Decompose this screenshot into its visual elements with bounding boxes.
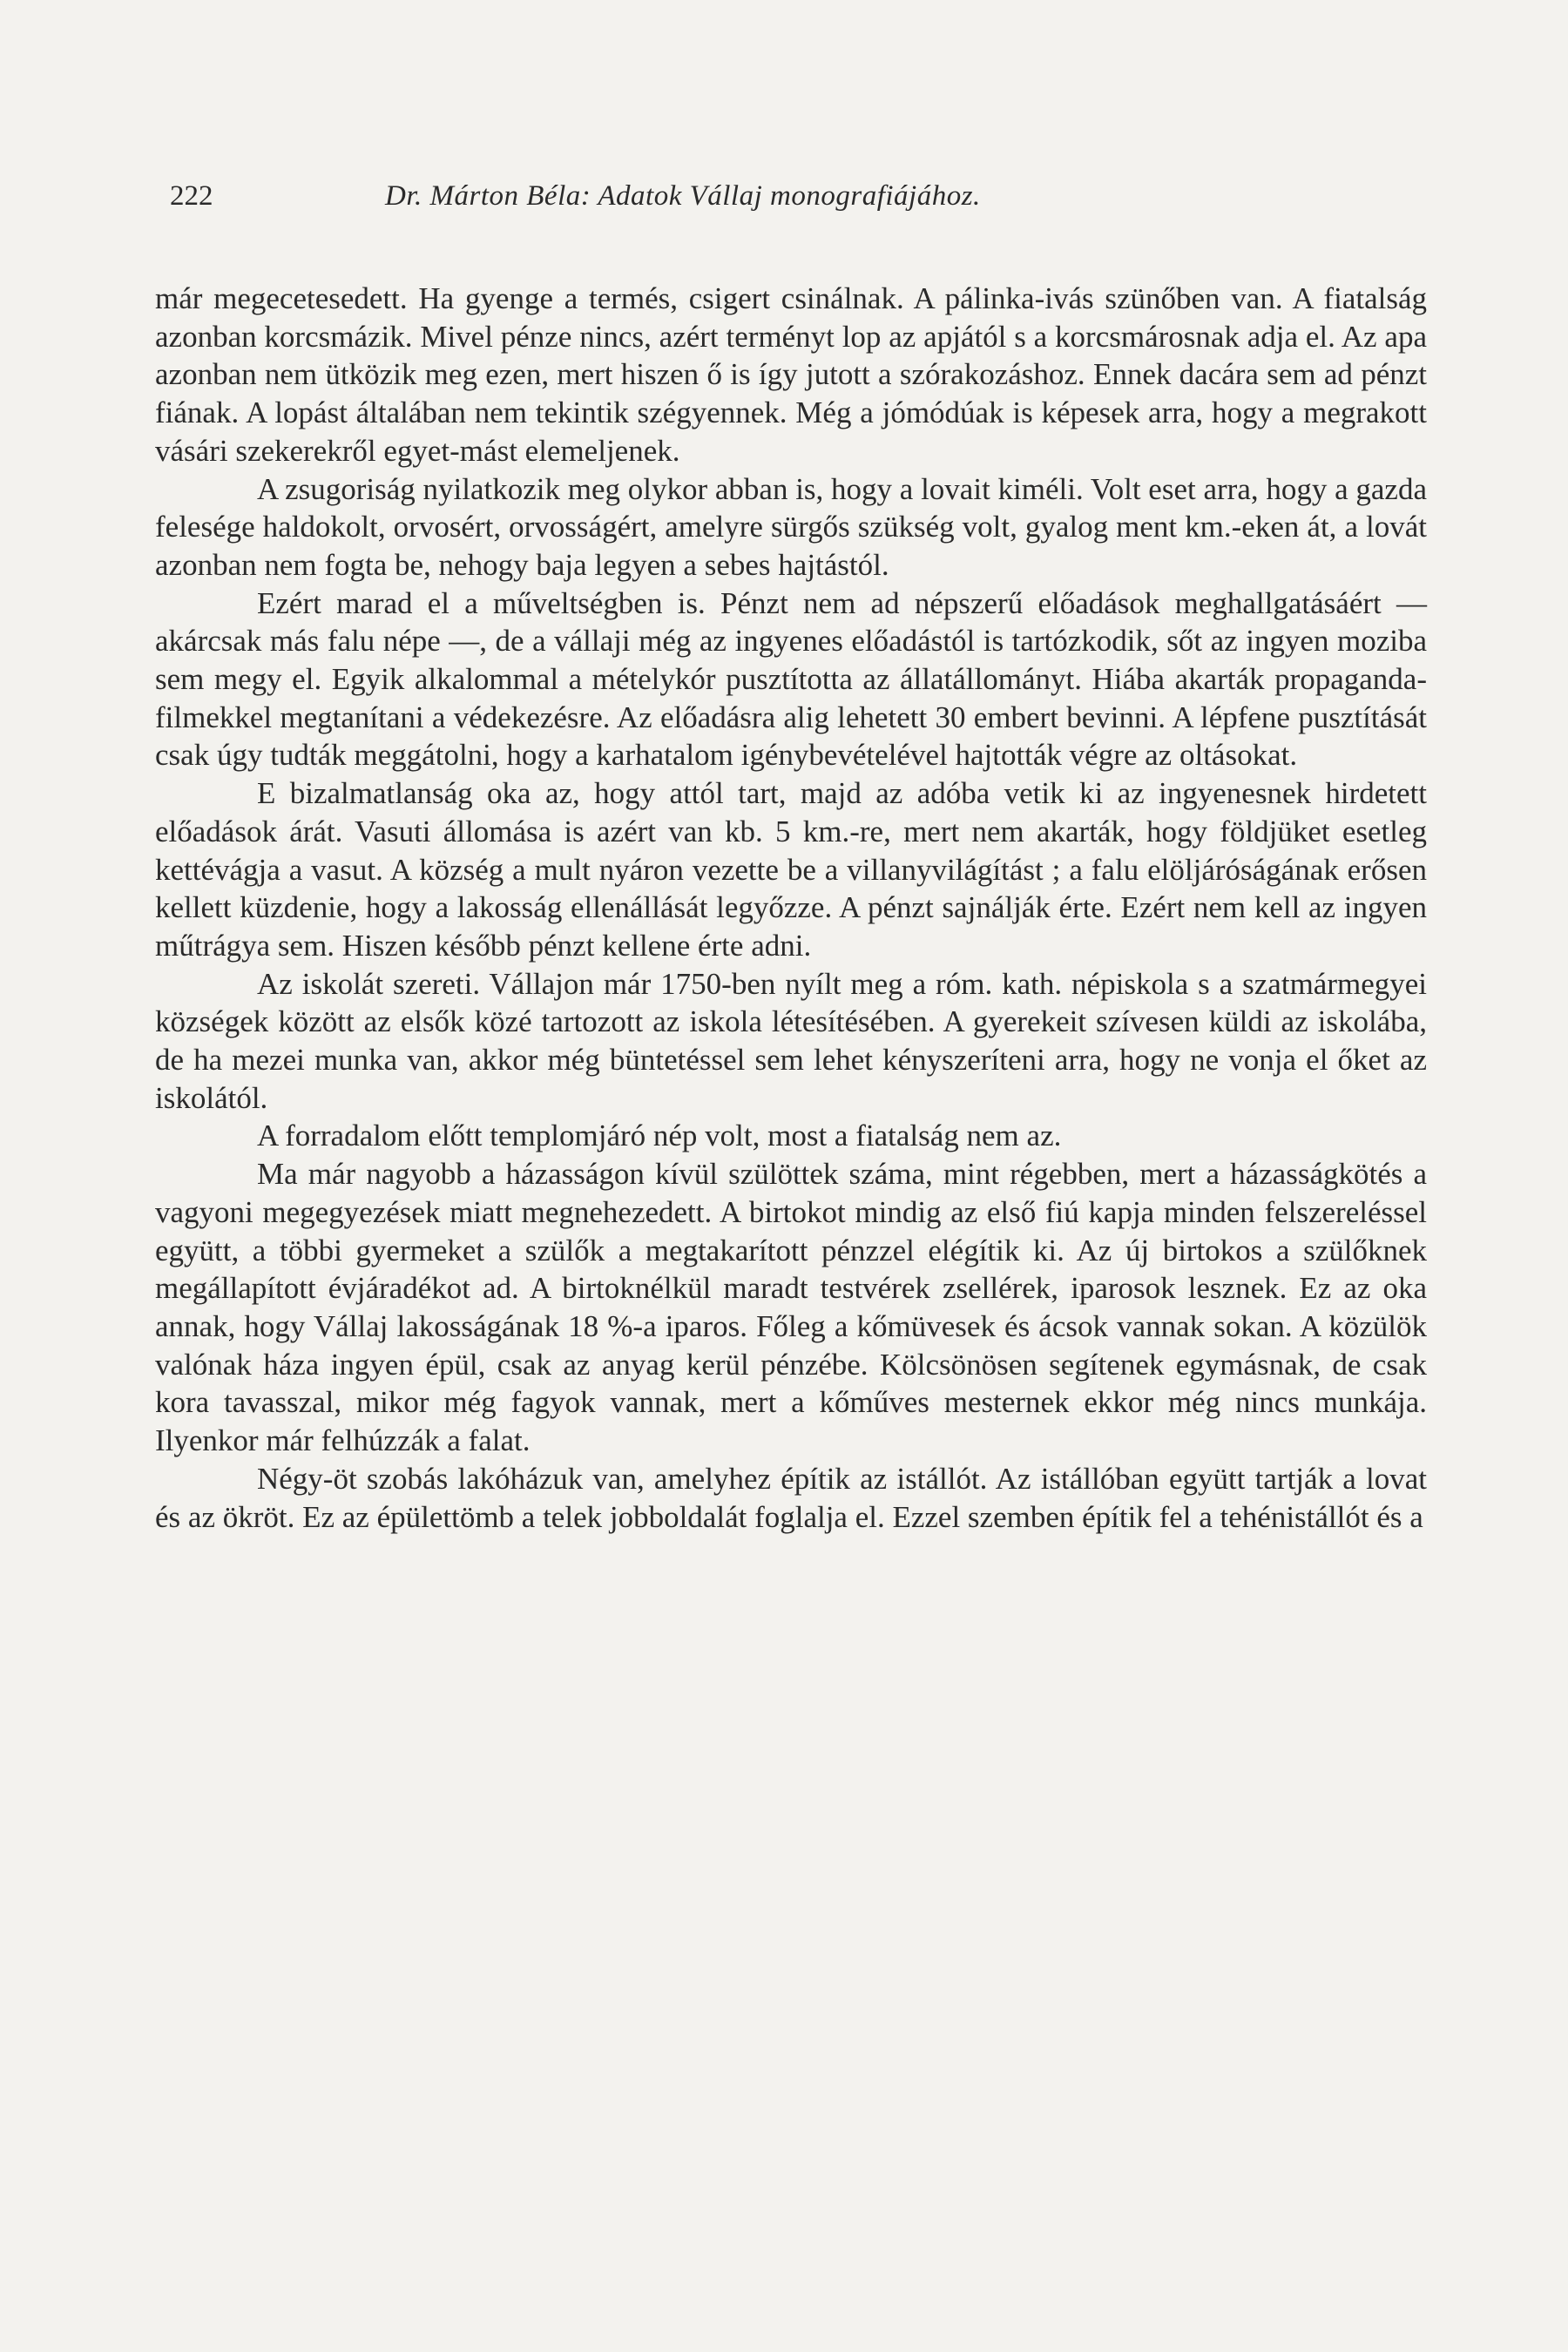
body-text	[155, 280, 1427, 1536]
running-header	[170, 174, 1407, 218]
paragraph: Ezért marad el a műveltségben is. Pénzt nem ad népszerű előadások meghallgatásáért — akárcsak más falu népe —, de a vállaji még az ingyenes előadástól is tartózkodik, sőt az ingyen moziba sem megy el. Egyik alkalommal a mételykór pusztította az állatállományt. Hiába akarták propaganda-filmekkel megtanítani a védekezésre. Az előadásra alig lehetett 30 embert bevinni. A lépfene pusztítását csak úgy tudták meggátolni, hogy a karhatalom igénybevételével hajtották végre az oltásokat.	[155, 585, 1427, 773]
paragraph: Négy-öt szobás lakóházuk van, amelyhez építik az istállót. Az istállóban együtt tartják a lovat és az ökröt. Ez az épülettömb a telek jobboldalát foglalja el. Ezzel szemben építik fel a tehénistállót és a	[155, 1461, 1427, 1534]
paragraph: Ma már nagyobb a házasságon kívül szülöttek száma, mint régebben, mert a házasságkötés a vagyoni megegyezések miatt megnehezedett. A birtokot mindig az első fiú kapja minden felszereléssel együtt, a többi gyermeket a szülők a megtakarított pénzzel elégítik ki. Az új birtokos a szülőknek megállapított évjáradékot ad. A birtoknélkül maradt testvérek zsellérek, iparosok lesznek. Ez az oka annak, hogy Vállaj lakosságának 18 %-a iparos. Főleg a kőmüvesek és ácsok vannak sokan. A közülök valónak háza ingyen épül, csak az anyag kerül pénzébe. Kölcsönösen segítenek egymásnak, de csak kora tavasszal, mikor még fagyok vannak, mert a kőműves mesternek ekkor még nincs munkája. Ilyenkor már felhúzzák a falat.	[155, 1157, 1427, 1458]
paragraph-continuation: már megecetesedett. Ha gyenge a termés, csigert csinálnak. A pálinka-ivás szünőben van. A fiatalság azonban korcsmázik. Mivel pénze nincs, azért terményt lop az apjától s a korcsmárosnak adja el. Az apa azonban nem ütközik meg ezen, mert hiszen ő is így jutott a szórakozáshoz. Ennek dacára sem ad pénzt fiának. A lopást általában nem tekintik szégyennek. Még a jómódúak is képesek arra, hogy a megrakott vásári szekerekről egyet-mást elemeljenek.	[155, 281, 1427, 468]
paragraph: Az iskolát szereti. Vállajon már 1750-ben nyílt meg a róm. kath. népiskola s a szatmármegyei községek között az elsők közé tartozott az iskola létesítésében. A gyerekeit szívesen küldi az iskolába, de ha mezei munka van, akkor még büntetéssel sem lehet kényszeríteni arra, hogy ne vonja el őket az iskolától.	[155, 966, 1427, 1115]
running-title: Dr. Márton Béla: Adatok Vállaj monografiájához.	[385, 180, 981, 212]
paragraph: A zsugoriság nyilatkozik meg olykor abban is, hogy a lovait kiméli. Volt eset arra, hogy a gazda felesége haldokolt, orvosért, orvosságért, amelyre sürgős szükség volt, gyalog ment km.-eken át, a lovát azonban nem fogta be, nehogy baja legyen a sebes hajtástól.	[155, 471, 1427, 582]
paragraph: E bizalmatlanság oka az, hogy attól tart, majd az adóba vetik ki az ingyenesnek hirdetett előadások árát. Vasuti állomása is azért van kb. 5 km.-re, mert nem akarták, hogy földjüket esetleg kettévágja a vasut. A község a mult nyáron vezette be a villanyvilágítást ; a falu elöljáróságának erősen kellett küzdenie, hogy a lakosság ellenállását legyőzze. A pénzt sajnálják érte. Ezért nem kell az ingyen műtrágya sem. Hiszen később pénzt kellene érte adni.	[155, 776, 1427, 963]
paragraph: A forradalom előtt templomjáró nép volt, most a fiatalság nem az.	[257, 1119, 1062, 1153]
page-number: 222	[170, 180, 213, 212]
